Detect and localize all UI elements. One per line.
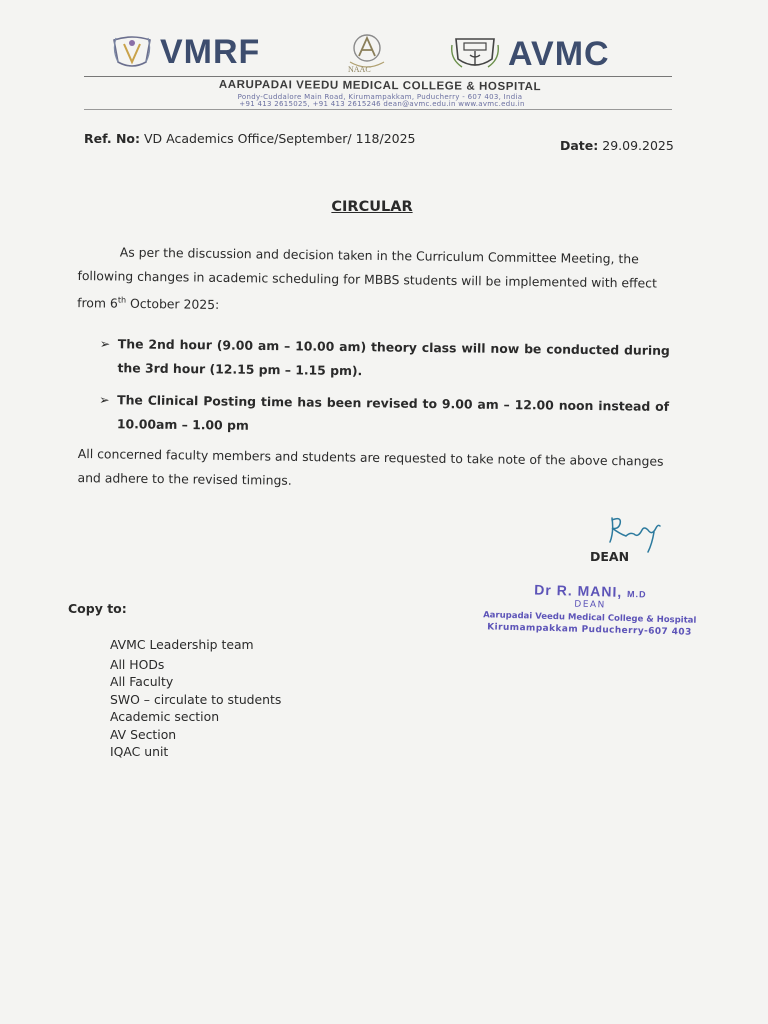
college-contact: +91 413 2615025, +91 413 2615246 dean@avmc.edu.in www.avmc.edu.in — [239, 100, 525, 108]
college-name: AARUPADAI VEEDU MEDICAL COLLEGE & HOSPITAL — [218, 78, 542, 94]
signatory-title: DEAN — [590, 549, 630, 564]
bullet-arrow-icon: ➢ — [99, 391, 110, 408]
intro-paragraph — [77, 240, 668, 323]
college-address: Pondy-Cuddalore Main Road, Kirumampakkam, Puducherry - 607 403, India — [237, 93, 523, 101]
dean-stamp — [479, 580, 700, 638]
list-item: All HODs — [110, 656, 165, 672]
naac-text: NAAC — [348, 65, 371, 74]
bullet-text: The Clinical Posting time has been revised to 9.00 am – 12.00 noon instead of 10.00am – 1.00 pm — [116, 392, 670, 433]
copy-to-label: Copy to: — [68, 601, 127, 616]
bullet-text: The 2nd hour (9.00 am – 10.00 am) theory class will now be conducted during the 3rd hour (12.15 pm – 1.15 pm). — [117, 336, 670, 379]
reference-number — [84, 131, 416, 146]
list-item: Academic section — [110, 709, 220, 724]
list-item — [99, 388, 670, 443]
intro-superscript: th — [117, 295, 127, 305]
stamp-college: Aarupadai Veedu Medical College & Hospital — [483, 610, 697, 626]
letterhead-divider-top — [84, 76, 672, 77]
list-item: All Faculty — [110, 674, 174, 689]
vmrf-brand — [110, 32, 260, 72]
list-item: AVMC Leadership team — [110, 637, 254, 652]
ref-value: VD Academics Office/September/ 118/2025 — [144, 131, 416, 146]
circular-date — [560, 138, 674, 153]
date-label: Date: — [560, 138, 599, 153]
vmrf-wordmark: VMRF — [160, 33, 261, 71]
avmc-emblem-icon — [450, 35, 500, 73]
avmc-brand — [450, 34, 610, 74]
copy-to-list — [110, 636, 281, 761]
list-item: IQAC unit — [110, 744, 169, 759]
letterhead-divider-bottom — [84, 109, 672, 110]
stamp-degree: M.D — [626, 588, 647, 600]
changes-list — [99, 332, 670, 451]
bullet-arrow-icon: ➢ — [99, 335, 111, 352]
stamp-place: Kirumampakkam Puducherry-607 403 — [487, 622, 692, 638]
naac-logo-icon — [342, 32, 392, 76]
letterhead-logos — [110, 30, 650, 78]
avmc-wordmark: AVMC — [508, 35, 610, 73]
stamp-designation: DEAN — [574, 599, 606, 611]
intro-text: As per the discussion and decision taken in the Curriculum Committee Meeting, the following changes in academic scheduling for MBBS students will be implemented with effect from 6 — [77, 244, 658, 311]
circular-title: CIRCULAR — [331, 199, 413, 215]
stamp-name-text: Dr R. MANI, — [534, 581, 623, 600]
ref-label: Ref. No: — [84, 131, 141, 146]
intro-text-end: October 2025: — [125, 295, 220, 312]
list-item — [99, 332, 670, 387]
date-value: 29.09.2025 — [602, 138, 674, 153]
closing-paragraph: All concerned faculty members and students are requested to take note of the above changes and adhere to the revised timings. — [77, 445, 664, 488]
list-item: SWO – circulate to students — [110, 691, 282, 707]
vmrf-emblem-icon — [110, 32, 154, 72]
list-item: AV Section — [110, 726, 177, 742]
